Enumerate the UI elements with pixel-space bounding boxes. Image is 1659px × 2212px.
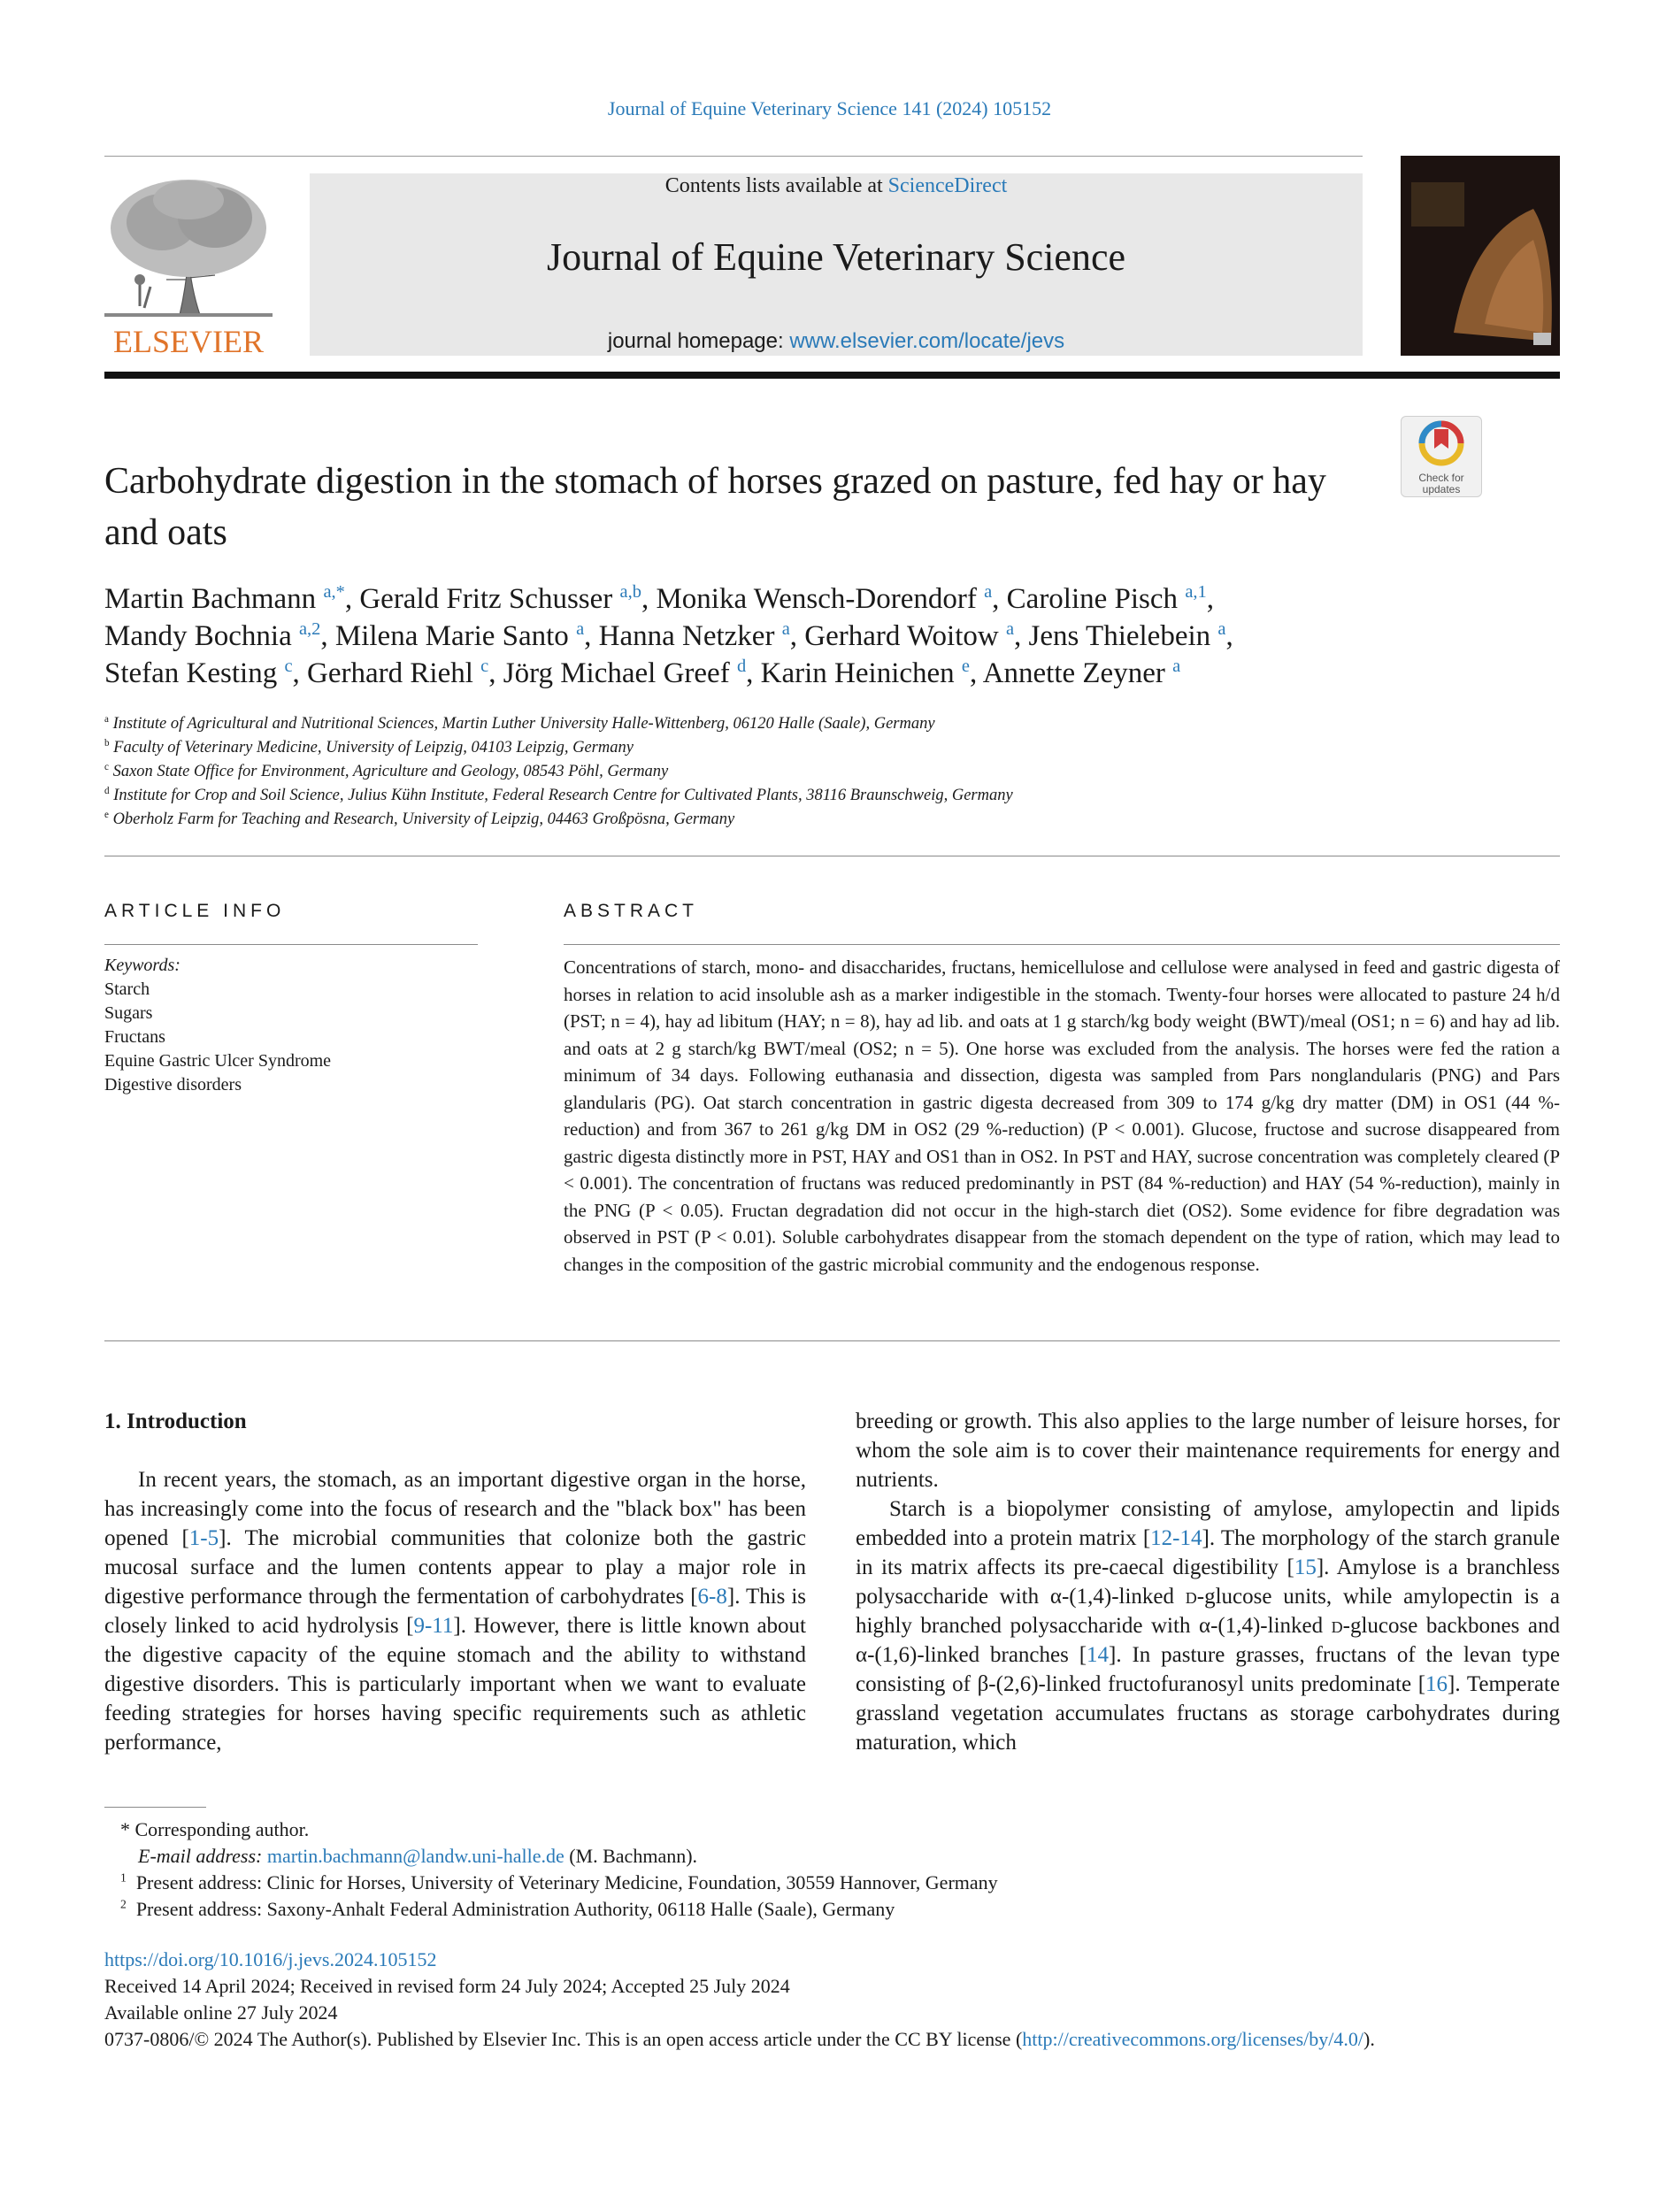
keyword: Equine Gastric Ulcer Syndrome (104, 1051, 332, 1071)
citation-link[interactable]: 1-5 (188, 1526, 219, 1550)
author[interactable]: Monika Wensch-Dorendorf $^a$ (656, 582, 993, 615)
license-link[interactable]: http://creativecommons.org/licenses/by/4.0/ (1022, 2028, 1364, 2050)
author[interactable]: Milena Marie Santo $^a$ (334, 619, 585, 652)
author[interactable]: Hanna Netzker $^a$ (598, 619, 790, 652)
author[interactable]: Jens Thielebein $^a$ (1028, 619, 1226, 652)
license-line: 0737-0806/© 2024 The Author(s). Published by Elsevier Inc. This is an open access article under the CC BY license (http://creativecommons.org/licenses/by/4.0/). (104, 2028, 1375, 2050)
paragraph: Starch is a biopolymer consisting of amylose, amylopectin and lipids embedded into a protein matrix [12-14]. The morphology of the starch granule in its matrix affects its pre-caecal digestibility [15]. Amylose is a branchless polysaccharide with α-(1,4)-linked d-glucose units, while amylopectin is a highly branched polysaccharide with α-(1,4)-linked d-glucose backbones and α-(1,6)-linked branches [14]. In pasture grasses, fructans of the levan type consisting of β-(2,6)-linked fructofuranosyl units predominate [16]. Temperate grassland vegetation accumulates fructans as storage carbohydrates during maturation, which (856, 1497, 1560, 1755)
doi-link[interactable]: https://doi.org/10.1016/j.jevs.2024.105152 (104, 1948, 437, 1970)
author-list: Martin Bachmann $^{a,*}$, Gerald Fritz Schusser $^{a,b}$, Monika Wensch-Dorendorf $^a$, Caroline Pisch $^{a,1}$, Mandy Bochnia $^{a,2}$, Milena Marie Santo $^a$, Hanna Netzker $^a$, Gerhard Woitow $^a$, Jens Thielebein $^a$, Stefan Kesting $^c$, Gerhard Riehl $^c$, Jörg Michael Greef $^d$, Karin Heinichen $^e$, Annette Zeyner $^a$ (104, 582, 1233, 689)
citation-link[interactable]: 15 (1294, 1555, 1317, 1579)
body-column-left (104, 1465, 806, 1757)
citation-link[interactable]: 14 (1087, 1643, 1110, 1667)
email-link[interactable]: martin.bachmann@landw.uni-halle.de (266, 1845, 565, 1867)
article-info-divider (104, 944, 478, 945)
citation-link[interactable]: 9-11 (413, 1614, 454, 1638)
abstract-heading: ABSTRACT (564, 901, 699, 921)
footnote-divider (104, 1807, 206, 1808)
affiliation: $^d$ Institute for Crop and Soil Science, Julius Kühn Institute, Federal Research Centre for Cultivated Plants, 38116 Braunschweig, Germany (104, 785, 1013, 804)
introduction-heading: 1. Introduction (104, 1409, 247, 1433)
footnote-1: $^1$ Present address: Clinic for Horses, University of Veterinary Medicine, Foundation, 30559 Hannover, Germany (120, 1870, 998, 1893)
journal-name: Journal of Equine Veterinary Science (546, 235, 1126, 279)
footnote-2: $^2$ Present address: Saxony-Anhalt Federal Administration Authority, 06118 Halle (Saale), Germany (120, 1897, 895, 1920)
author[interactable]: Annette Zeyner $^a$ (982, 657, 1181, 689)
author[interactable]: Stefan Kesting $^c$ (104, 657, 293, 689)
email-line: E-mail address: martin.bachmann@landw.uni-halle.de (M. Bachmann). (138, 1845, 698, 1867)
keywords-label: Keywords: (104, 956, 180, 975)
article-info-heading: ARTICLE INFO (104, 901, 286, 921)
keyword: Fructans (104, 1027, 165, 1047)
paragraph: In recent years, the stomach, as an important digestive organ in the horse, has increasingly come into the focus of research and the "black box" has been opened [1-5]. The microbial communities that colonize both the gastric mucosal surface and the lumen contents appear to play a major role in digestive performance through the fermentation of carbohydrates [6-8]. This is closely linked to acid hydrolysis [9-11]. However, there is little known about the digestive capacity of the equine stomach and the ability to withstand digestive disorders. This is particularly important when we want to evaluate feeding strategies for horses having specific requirements such as athletic performance, (104, 1468, 807, 1755)
citation-link[interactable]: 12-14 (1150, 1526, 1202, 1550)
paragraph: breeding or growth. This also applies to the large number of leisure horses, for whom the sole aim is to cover their maintenance requirements for energy and nutrients. (856, 1409, 1560, 1492)
author[interactable]: Mandy Bochnia $^{a,2}$ (104, 619, 321, 652)
keyword: Digestive disorders (104, 1075, 242, 1094)
elsevier-wordmark: ELSEVIER (113, 324, 264, 359)
running-head[interactable]: Journal of Equine Veterinary Science 141 (2024) 105152 (607, 97, 1052, 119)
contents-line (310, 173, 1363, 198)
homepage-prefix: journal homepage: (607, 329, 790, 353)
abstract-divider (564, 944, 1560, 945)
citation-link[interactable]: 6-8 (697, 1585, 727, 1609)
corresponding-author-note: * Corresponding author. (120, 1818, 310, 1840)
check-for-updates-badge[interactable] (1401, 416, 1482, 497)
keyword: Starch (104, 979, 150, 999)
author[interactable]: Gerhard Woitow $^a$ (804, 619, 1015, 652)
citation-link[interactable]: 16 (1425, 1672, 1448, 1696)
sciencedirect-link[interactable]: ScienceDirect (887, 174, 1008, 197)
author[interactable]: Karin Heinichen $^e$ (760, 657, 970, 689)
crossmark-icon (1402, 417, 1481, 472)
article-title: Carbohydrate digestion in the stomach of horses grazed on pasture, fed hay or hay and oats (104, 461, 1326, 553)
crossmark-label: Check for updates (1418, 472, 1464, 495)
affiliation: $^e$ Oberholz Farm for Teaching and Research, University of Leipzig, 04463 Großpösna, Germany (104, 809, 735, 828)
cover-art-icon (1401, 156, 1560, 356)
author[interactable]: Gerhard Riehl $^c$ (307, 657, 489, 689)
homepage-link[interactable]: www.elsevier.com/locate/jevs (789, 329, 1065, 353)
article-history: Received 14 April 2024; Received in revised form 24 July 2024; Accepted 25 July 2024 (104, 1975, 790, 1997)
available-online: Available online 27 July 2024 (104, 2001, 338, 2024)
author[interactable]: Gerald Fritz Schusser $^{a,b}$ (359, 582, 641, 615)
affiliation: $^c$ Saxon State Office for Environment, Agriculture and Geology, 08543 Pöhl, Germany (104, 761, 669, 780)
homepage-line (310, 329, 1363, 354)
affiliation-list (104, 712, 1343, 832)
journal-cover-image (1401, 156, 1560, 356)
keyword: Sugars (104, 1003, 153, 1023)
publication-info (104, 1947, 1573, 2053)
masthead-bottom-rule (104, 372, 1560, 379)
keywords-block (104, 954, 476, 1097)
tree-icon (104, 173, 273, 319)
contents-prefix: Contents lists available at (664, 174, 888, 197)
abstract-text: Concentrations of starch, mono- and disaccharides, fructans, hemicellulose and cellulose were analysed in feed and gastric digesta of horses in relation to acid insoluble ash as a marker indigestible in the stomach. Twenty-four horses were allocated to pasture 24 h/d (PST; n = 4), hay ad libitum (HAY; n = 8), hay ad lib. and oats at 1 g starch/kg body weight (BWT)/meal (OS1; n = 6) and hay ad lib. and oats at 2 g starch/kg BWT/meal (OS2; n = 5). One horse was excluded from the analysis. The horses were fed the ration a minimum of 34 days. Following euthanasia and dissection, digesta was sampled from Pars nonglandularis (PNG) and Pars glandularis (PG). Oat starch concentration in gastric digesta decreased from 309 to 174 g/kg dry matter (DM) in OS1 (44 %-reduction) and from 367 to 261 g/kg DM in OS2 (29 %-reduction) (P < 0.001). Glucose, fructose and sucrose disappeared from gastric digesta distinctly more in PST, HAY and OS1 than in OS2. In PST and HAY, sucrose concentration was completely cleared (P < 0.001). The concentration of fructans was reduced predominantly in PST (84 %-reduction) and HAY (54 %-reduction), mainly in the PNG (P < 0.05). Fructan degradation did not occur in the high-starch diet (OS2). Some evidence for fibre degradation was observed in PST (P < 0.01). Soluble carbohydrates disappear from the stomach dependent on the type of ration, which may lead to changes in the composition of the gastric microbial community and the endogenous response. (564, 956, 1560, 1275)
header-divider (104, 156, 1363, 157)
author[interactable]: Jörg Michael Greef $^d$ (503, 657, 747, 689)
body-column-right (856, 1407, 1560, 1757)
affiliation: $^b$ Faculty of Veterinary Medicine, University of Leipzig, 04103 Leipzig, Germany (104, 737, 634, 757)
footnotes (104, 1816, 1520, 1923)
author[interactable]: Martin Bachmann $^{a,*}$ (104, 582, 345, 615)
author[interactable]: Caroline Pisch $^{a,1}$ (1006, 582, 1207, 615)
affiliation: $^a$ Institute of Agricultural and Nutritional Sciences, Martin Luther University Halle-Wittenberg, 06120 Halle (Saale), Germany (104, 713, 935, 733)
abstract-bottom-divider (104, 1340, 1560, 1341)
